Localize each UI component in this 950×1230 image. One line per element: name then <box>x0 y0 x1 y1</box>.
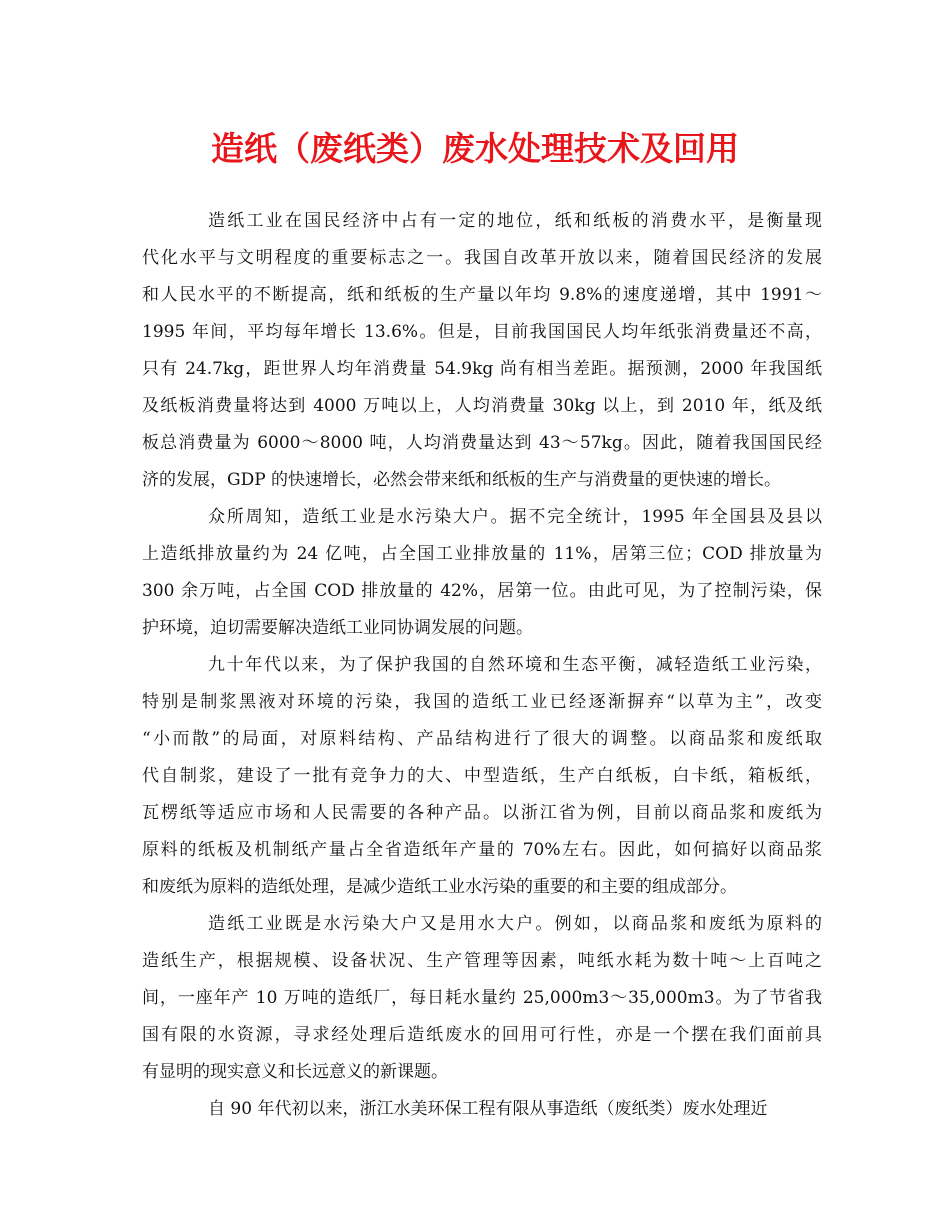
text-line: 代自制浆，建设了一批有竞争力的大、中型造纸，生产白纸板，白卡纸，箱板纸， <box>142 766 822 786</box>
paragraph <box>142 906 822 1091</box>
text-line: 板总消费量为 6000～8000 吨，人均消费量达到 43～57kg。因此，随着我国国民经 <box>142 433 822 453</box>
text-line: 300 余万吨，占全国 COD 排放量的 42%，居第一位。由此可见，为了控制污染，保 <box>142 581 822 601</box>
text-line: 自 90 年代初以来，浙江水美环保工程有限从事造纸（废纸类）废水处理近 <box>208 1099 768 1119</box>
text-line: 只有 24.7kg，距世界人均年消费量 54.9kg 尚有相当差距。据预测，2000 年我国纸 <box>142 359 822 379</box>
paragraph <box>142 499 822 647</box>
text-line: 原料的纸板及机制纸产量占全省造纸年产量的 70%左右。因此，如何搞好以商品浆 <box>142 840 822 860</box>
text-line: 1995 年间，平均每年增长 13.6%。但是，目前我国国民人均年纸张消费量还不高， <box>142 322 822 342</box>
text-line: 造纸工业既是水污染大户又是用水大户。例如，以商品浆和废纸为原料的 <box>208 914 822 934</box>
text-line: 众所周知，造纸工业是水污染大户。据不完全统计，1995 年全国县及县以 <box>208 507 822 527</box>
text-line: 特别是制浆黑液对环境的污染，我国的造纸工业已经逐渐摒弃“以草为主”，改变 <box>142 692 822 712</box>
text-line: 国有限的水资源，寻求经处理后造纸废水的回用可行性，亦是一个摆在我们面前具 <box>142 1025 822 1045</box>
text-line: 和人民水平的不断提高，纸和纸板的生产量以年均 9.8%的速度递增，其中 1991～ <box>142 285 822 305</box>
text-line: “小而散”的局面，对原料结构、产品结构进行了很大的调整。以商品浆和废纸取 <box>142 729 822 749</box>
document-body <box>142 203 822 1128</box>
document-title: 造纸（废纸类）废水处理技术及回用 <box>211 129 739 168</box>
text-line: 上造纸排放量约为 24 亿吨，占全国工业排放量的 11%，居第三位；COD 排放量为 <box>142 544 822 564</box>
paragraph <box>142 647 822 906</box>
text-line: 间，一座年产 10 万吨的造纸厂，每日耗水量约 25,000m3～35,000m3。为了节省我 <box>142 988 822 1008</box>
paragraph <box>142 1091 822 1128</box>
text-line: 九十年代以来，为了保护我国的自然环境和生态平衡，减轻造纸工业污染， <box>208 655 822 675</box>
text-line: 济的发展，GDP 的快速增长，必然会带来纸和纸板的生产与消费量的更快速的增长。 <box>142 470 782 490</box>
text-line: 有显明的现实意义和长远意义的新课题。 <box>142 1062 448 1082</box>
text-line: 及纸板消费量将达到 4000 万吨以上，人均消费量 30kg 以上，到 2010 年，纸及纸 <box>142 396 822 416</box>
text-line: 和废纸为原料的造纸处理，是减少造纸工业水污染的重要的和主要的组成部分。 <box>142 877 737 897</box>
text-line: 造纸生产，根据规模、设备状况、生产管理等因素，吨纸水耗为数十吨～上百吨之 <box>142 951 822 971</box>
paragraph <box>142 203 822 499</box>
text-line: 代化水平与文明程度的重要标志之一。我国自改革开放以来，随着国民经济的发展 <box>142 248 822 268</box>
text-line: 瓦楞纸等适应市场和人民需要的各种产品。以浙江省为例，目前以商品浆和废纸为 <box>142 803 822 823</box>
text-line: 造纸工业在国民经济中占有一定的地位，纸和纸板的消费水平，是衡量现 <box>208 211 822 231</box>
text-line: 护环境，迫切需要解决造纸工业同协调发展的问题。 <box>142 618 533 638</box>
